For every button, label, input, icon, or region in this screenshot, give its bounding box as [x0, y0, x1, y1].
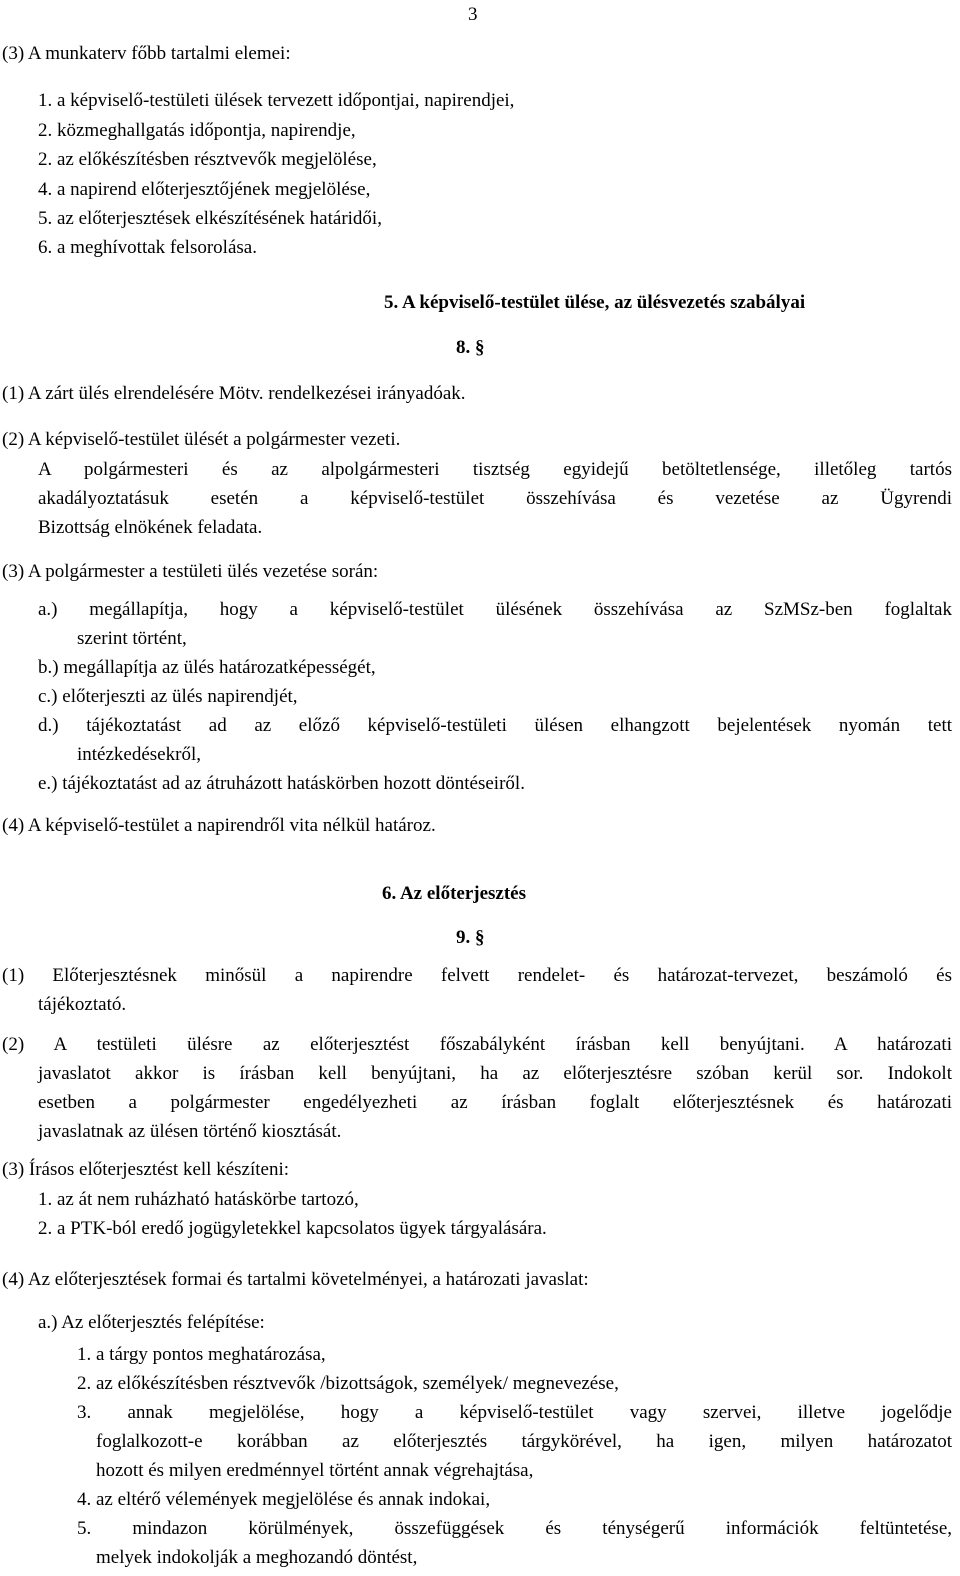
- list-item: 5. az előterjesztések elkészítésének határidői,: [38, 208, 382, 229]
- list-item: 2. az előkészítésben résztvevők megjelölése,: [38, 149, 377, 170]
- list-item-continuation: intézkedésekről,: [77, 744, 201, 765]
- paragraph-line: A polgármesteri és az alpolgármesteri tisztség egyidejű betöltetlensége, illetőleg tartós: [38, 459, 952, 480]
- list-item: 3. annak megjelölése, hogy a képviselő-testület vagy szervei, illetve jogelődje: [77, 1402, 952, 1423]
- list-item: 1. a képviselő-testületi ülések tervezett időpontjai, napirendjei,: [38, 90, 515, 111]
- paragraph: (4) A képviselő-testület a napirendről vita nélkül határoz.: [2, 815, 436, 836]
- list-item-continuation: melyek indokolják a meghozandó döntést,: [96, 1547, 418, 1568]
- section-title: 9. §: [456, 927, 485, 948]
- page-number: 3: [468, 4, 478, 25]
- paragraph-line: (1) Előterjesztésnek minősül a napirendre felvett rendelet- és határozat-tervezet, beszámoló és: [2, 965, 952, 986]
- list-item: 1. a tárgy pontos meghatározása,: [77, 1344, 326, 1365]
- list-item: a.) megállapítja, hogy a képviselő-testület ülésének összehívása az SzMSz-ben foglaltak: [38, 599, 952, 620]
- list-item-continuation: foglalkozott-e korábban az előterjesztés tárgykörével, ha igen, milyen határozatot: [96, 1431, 952, 1452]
- chapter-heading: 6. Az előterjesztés: [382, 883, 527, 904]
- paragraph-line: tájékoztató.: [38, 994, 127, 1015]
- list-item: 4. az eltérő vélemények megjelölése és annak indokai,: [77, 1489, 491, 1510]
- list-item: 2. az előkészítésben résztvevők /bizottságok, személyek/ megnevezése,: [77, 1373, 619, 1394]
- paragraph-line: javaslatot akkor is írásban kell benyújtani, ha az előterjesztésre szóban kerül sor. Indokolt: [38, 1063, 952, 1084]
- paragraph-line: (2) A testületi ülésre az előterjesztést főszabályként írásban kell benyújtani. A határozati: [2, 1034, 952, 1055]
- paragraph: (2) A képviselő-testület ülését a polgármester vezeti.: [2, 429, 401, 450]
- list-item: c.) előterjeszti az ülés napirendjét,: [38, 686, 298, 707]
- list-item: b.) megállapítja az ülés határozatképességét,: [38, 657, 376, 678]
- paragraph-line: akadályoztatásuk esetén a képviselő-testület összehívása és vezetése az Ügyrendi: [38, 488, 952, 509]
- paragraph-intro: (3) A polgármester a testületi ülés vezetése során:: [2, 561, 379, 582]
- paragraph-line: javaslatnak az ülésen történő kiosztását.: [38, 1121, 342, 1142]
- section-title: 8. §: [456, 337, 485, 358]
- list-item-continuation: hozott és milyen eredménnyel történt annak végrehajtása,: [96, 1460, 534, 1481]
- list-item: 6. a meghívottak felsorolása.: [38, 237, 257, 258]
- paragraph-line: esetben a polgármester engedélyezheti az írásban foglalt előterjesztésnek és határozati: [38, 1092, 952, 1113]
- paragraph-intro: (3) Írásos előterjesztést kell készíteni:: [2, 1159, 290, 1180]
- list-item: 4. a napirend előterjesztőjének megjelölése,: [38, 179, 371, 200]
- list-item: 1. az át nem ruházható hatáskörbe tartozó,: [38, 1189, 359, 1210]
- list-item: 2. a PTK-ból eredő jogügyletekkel kapcsolatos ügyek tárgyalására.: [38, 1218, 547, 1239]
- list-item: 2. közmeghallgatás időpontja, napirendje,: [38, 120, 356, 141]
- paragraph-line: Bizottság elnökének feladata.: [38, 517, 263, 538]
- list-item: e.) tájékoztatást ad az átruházott hatáskörben hozott döntéseiről.: [38, 773, 525, 794]
- paragraph-intro: (3) A munkaterv főbb tartalmi elemei:: [2, 43, 291, 64]
- list-item: 5. mindazon körülmények, összefüggések és ténységerű információk feltüntetése,: [77, 1518, 952, 1539]
- paragraph: (1) A zárt ülés elrendelésére Mötv. rendelkezései irányadóak.: [2, 383, 466, 404]
- list-item-continuation: szerint történt,: [77, 628, 187, 649]
- sublist-intro: a.) Az előterjesztés felépítése:: [38, 1312, 265, 1333]
- list-item: d.) tájékoztatást ad az előző képviselő-testületi ülésen elhangzott bejelentések nyomán tett: [38, 715, 952, 736]
- chapter-heading: 5. A képviselő-testület ülése, az ülésvezetés szabályai: [384, 292, 806, 313]
- paragraph-intro: (4) Az előterjesztések formai és tartalmi követelményei, a határozati javaslat:: [2, 1269, 589, 1290]
